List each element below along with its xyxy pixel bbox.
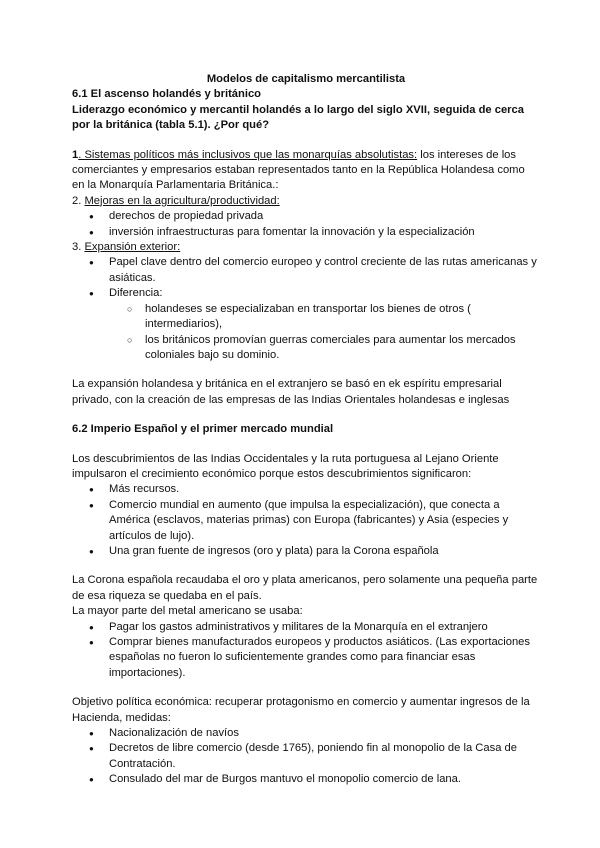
section2-para2: La Corona española recaudaba el oro y plata americanos, pero solamente una pequeña parte de esa riqueza se quedaba en el país. <box>72 574 538 602</box>
list-item: ● Diferencia: <box>72 286 540 301</box>
list-item: ● Comprar bienes manufacturados europeos y productos asiáticos. (Las exportaciones españolas no fueron lo suficientemente grandes como para financiar esas importaciones). <box>72 635 540 681</box>
section2-para3: La mayor parte del metal americano se usaba: <box>72 605 303 618</box>
section2-para4: Objetivo política económica: recuperar protagonismo en comercio y aumentar ingresos de la Hacienda, medidas: <box>72 696 530 724</box>
point2-list <box>72 209 540 240</box>
point2-underlined: Mejoras en la agricultura/productividad: <box>84 194 280 207</box>
point1-underlined: . Sistemas políticos más inclusivos que las monarquías absolutistas: <box>78 148 418 161</box>
point1-paragraph <box>72 148 540 194</box>
list-item: ● Pagar los gastos administrativos y militares de la Monarquía en el extranjero <box>72 620 540 635</box>
point3-heading: 3. Expansión exterior: <box>72 241 181 254</box>
point3-sublist <box>72 302 540 364</box>
list-item: ● derechos de propiedad privada <box>72 209 540 224</box>
list-item: ● Nacionalización de navíos <box>72 726 540 741</box>
document-title: Modelos de capitalismo mercantilista <box>206 73 406 85</box>
list-item: ● Papel clave dentro del comercio europeo y control creciente de las rutas americanas y asiáticas. <box>72 255 540 286</box>
section1-conclusion: La expansión holandesa y británica en el extranjero se basó en ek espíritu empresarial privado, con la creación de las empresas de las Indias Orientales holandesas e inglesas <box>72 378 510 406</box>
section1-subheading: Liderazgo económico y mercantil holandés a lo largo del siglo XVII, seguida de cerca por la británica (tabla 5.1). ¿Por qué? <box>72 103 524 132</box>
section1-heading: 6.1 El ascenso holandés y británico <box>72 88 262 101</box>
section2-heading: 6.2 Imperio Español y el primer mercado mundial <box>72 423 334 436</box>
list-item: ● Comercio mundial en aumento (que impulsa la especialización), que conecta a América (esclavos, materias primas) con Europa (fabricantes) y Asia (especies y artículos de lujo). <box>72 498 540 544</box>
list-item: ● Consulado del mar de Burgos mantuvo el monopolio comercio de lana. <box>72 772 540 787</box>
point3-underlined: Expansión exterior: <box>84 241 181 254</box>
point1-number: 1 <box>72 148 79 161</box>
section2-intro: Los descubrimientos de las Indias Occidentales y la ruta portuguesa al Lejano Oriente impulsaron el crecimiento económico porque estos descubrimientos significaron: <box>72 452 499 480</box>
point2-heading: 2. Mejoras en la agricultura/productividad: <box>72 194 280 207</box>
list-item: ○ los británicos promovían guerras comerciales para aumentar los mercados coloniales bajo su dominio. <box>72 333 540 364</box>
list-item: ● Decretos de libre comercio (desde 1765), poniendo fin al monopolio de la Casa de Contratación. <box>72 741 540 772</box>
point1-rest: los intereses de los comerciantes y empresarios estaban representados tanto en la República Holandesa como en la Monarquía Parlamentaria Británica.: <box>72 148 525 192</box>
point3-list <box>72 255 540 301</box>
list-item: ● Una gran fuente de ingresos (oro y plata) para la Corona española <box>72 544 540 559</box>
section2-list <box>72 482 540 559</box>
list-item: ● inversión infraestructuras para fomentar la innovación y la especialización <box>72 225 540 240</box>
list-item: ○ holandeses se especializaban en transportar los bienes de otros ( intermediarios), <box>72 302 540 333</box>
section2-list2 <box>72 620 540 682</box>
list-item: ● Más recursos. <box>72 482 540 497</box>
section2-list3 <box>72 726 540 788</box>
